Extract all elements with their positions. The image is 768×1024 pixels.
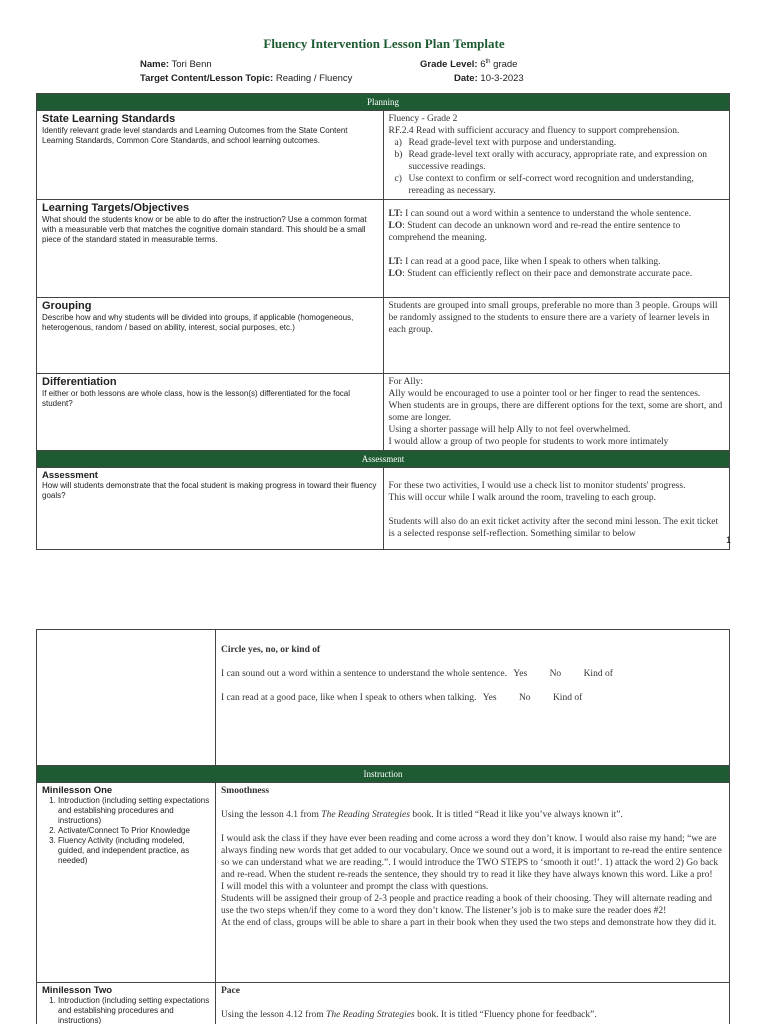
differentiation-heading: Differentiation <box>42 376 117 388</box>
minilesson-two-title: Pace <box>221 986 240 996</box>
target-lo1: LO: Student can decode an unknown word and re-read the entire sentence to comprehend the meaning. <box>388 221 681 243</box>
grouping-row <box>37 298 730 374</box>
list-item: 2. Activate/Connect To Prior Knowledge <box>58 826 210 836</box>
section-instruction: Instruction <box>37 766 730 783</box>
diff-line: When students are in groups, there are different options for the text, some are short, and some are longer. <box>388 401 723 423</box>
assessment-p3: Students will also do an exit ticket activity after the second mini lesson. The exit ticket is a selected response self-reflection. Something similar to below <box>388 517 719 539</box>
standards-line2: RF.2.4 Read with sufficient accuracy and fluency to support comprehension. <box>388 126 680 136</box>
targets-heading: Learning Targets/Objectives <box>42 202 190 214</box>
standards-row <box>37 111 730 200</box>
minilesson-one-title: Smoothness <box>221 786 270 796</box>
page-number: 1 <box>726 535 732 545</box>
list-item: c) Use context to confirm or self-correct word recognition and understanding, rereading as necessary. <box>394 174 694 196</box>
targets-desc: What should the students know or be able to do after the instruction? Use a common format with a measurable verb that matches the cognitive domain standard. This should be a small piece of the standard stated in measurable terms. <box>42 215 367 244</box>
exit-ticket-q1: I can sound out a word within a sentence to understand the whole sentence. Yes No Kind of <box>221 669 613 679</box>
minilesson-one-intro: Using the lesson 4.1 from The Reading Strategies book. It is titled “Read it like you’ve always known it”. <box>221 810 623 820</box>
diff-line: For Ally: <box>388 377 424 387</box>
standards-desc: Identify relevant grade level standards and Learning Outcomes from the State Content Learning Standards, Common Core Standards, and school learning outcomes. <box>42 126 348 145</box>
minilesson-two-intro: Using the lesson 4.12 from The Reading Strategies book. It is titled “Fluency phone for feedback”. <box>221 1010 597 1020</box>
list-item: 1. Introduction (including setting expectations and establishing procedures and instructions) <box>58 996 210 1024</box>
exit-ticket-row <box>37 630 730 766</box>
minilesson-two-heading: Minilesson Two <box>42 985 113 996</box>
grade-level-field: Grade Level: 6th grade <box>420 59 518 71</box>
page-gap <box>0 560 768 628</box>
document-page-2 <box>0 628 768 1024</box>
minilesson-one-l2: I will model this with a volunteer and prompt the class with questions. <box>221 882 489 892</box>
assessment-p1: For these two activities, I would use a check list to monitor students' progress. <box>388 481 686 491</box>
topic-field: Target Content/Lesson Topic: Reading / Fluency <box>140 73 353 84</box>
instruction-table <box>36 629 730 1024</box>
minilesson-one-para: I would ask the class if they have ever been reading and come across a word they don’t know. I would also raise my hand; “we are always finding new words that get added to our vocabulary. Once we sound out a word, it is important to re-read the entire sentence so we can understand what we are reading.”. I would introduce the TWO STEPS to ‘smooth it out!’. 1) attack the word 2) Go back and re-read. When the student re-reads the sentence, they should try to read it like they have always known this word. Like a pro! <box>221 834 722 880</box>
target-lt1: LT: I can sound out a word within a sentence to understand the whole sentence. <box>388 209 692 219</box>
assessment-desc: How will students demonstrate that the focal student is making progress in toward their fluency goals? <box>42 481 377 500</box>
exit-ticket-q2: I can read at a good pace, like when I speak to others when talking. Yes No Kind of <box>221 693 583 703</box>
assessment-heading: Assessment <box>42 470 98 481</box>
list-item: b) Read grade-level text orally with accuracy, appropriate rate, and expression on successive readings. <box>394 150 708 172</box>
document-title: Fluency Intervention Lesson Plan Template <box>263 36 505 51</box>
list-item: a) Read grade-level text with purpose and understanding. <box>394 138 617 148</box>
name-field: Name: Tori Benn <box>140 59 212 70</box>
standards-list <box>389 137 725 197</box>
diff-line: Using a shorter passage will help Ally to not feel overwhelmed. <box>388 425 631 435</box>
section-assessment: Assessment <box>37 451 730 468</box>
minilesson-one-steps <box>42 796 210 866</box>
target-lo2: LO: Student can efficiently reflect on their pace and demonstrate accurate pace. <box>388 269 693 279</box>
differentiation-row <box>37 374 730 451</box>
diff-line: Ally would be encouraged to use a pointer tool or her finger to read the sentences. <box>388 389 701 399</box>
exit-ticket-heading: Circle yes, no, or kind of <box>221 645 321 655</box>
differentiation-desc: If either or both lessons are whole class, how is the lesson(s) differentiated for the focal student? <box>42 389 351 408</box>
target-lt2: LT: I can read at a good pace, like when I speak to others when talking. <box>388 257 661 267</box>
list-item: 3. Fluency Activity (including modeled, guided, and independent practice, as needed) <box>58 836 210 866</box>
grouping-heading: Grouping <box>42 300 92 312</box>
list-item: 1. Introduction (including setting expectations and establishing procedures and instructions) <box>58 796 210 826</box>
diff-line: I would allow a group of two people for students to work more intimately <box>388 437 669 447</box>
minilesson-one-l4: At the end of class, groups will be able to share a part in their book when they used the two steps and demonstrate how they did it. <box>221 918 717 928</box>
minilesson-two-steps <box>42 996 210 1024</box>
standards-heading: State Learning Standards <box>42 113 176 125</box>
minilesson-one-row <box>37 783 730 983</box>
section-planning: Planning <box>37 94 730 111</box>
minilesson-one-l3: Students will be assigned their group of 2-3 people and practice reading a book of their choosing. They will alternate reading and use the two steps when/if they come to a word they don’t know. The listener’s job is to make sure the reader does #2! <box>221 894 713 916</box>
minilesson-two-row <box>37 983 730 1024</box>
grouping-desc: Describe how and why students will be divided into groups, if applicable (homogeneous, heterogenous, random / based on ability, interest, social purposes, etc.) <box>42 313 354 332</box>
standards-line1: Fluency - Grade 2 <box>388 114 458 124</box>
assessment-row <box>37 468 730 550</box>
grouping-text: Students are grouped into small groups, preferable no more than 3 people. Groups will be randomly assigned to the students to ensure there are a variety of learner levels in each group. <box>388 301 718 335</box>
targets-row <box>37 200 730 298</box>
planning-table <box>36 93 730 550</box>
assessment-p2: This will occur while I walk around the room, traveling to each group. <box>388 493 657 503</box>
minilesson-one-heading: Minilesson One <box>42 785 113 796</box>
date-field: Date: 10-3-2023 <box>454 73 524 84</box>
